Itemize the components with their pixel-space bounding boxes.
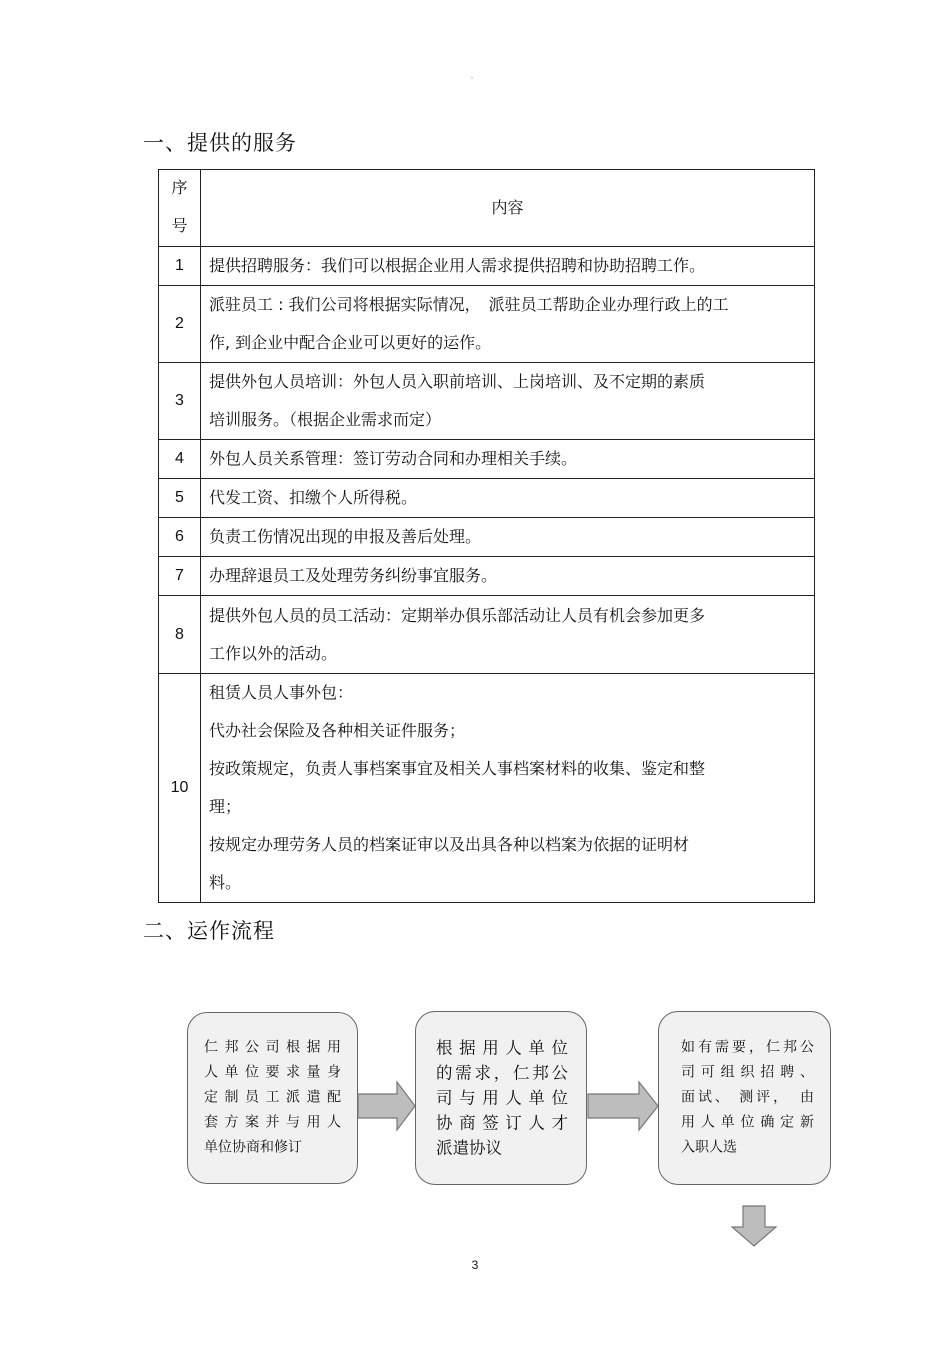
row-number: 5: [159, 479, 201, 518]
table-header-row: [159, 170, 815, 247]
section-title-services: 一、提供的服务: [143, 131, 297, 155]
row-number: 4: [159, 440, 201, 479]
header-content-cell: 内容: [201, 170, 815, 247]
flow-step-1-text: 仁邦公司根据用 人单位要求量身 定制员工派遣配 套方案并与用人 单位协商和修订: [204, 1039, 341, 1156]
header-num-cell: 序 号: [159, 170, 201, 247]
row-content: 派驻员工 : 我们公司将根据实际情况， 派驻员工帮助企业办理行政上的工 作, 到企业中配合企业可以更好的运作。: [201, 286, 815, 363]
table-row: [159, 440, 815, 479]
header-mark: 。: [470, 71, 478, 80]
flow-step-2-text: 根据用人单位 的需求，仁邦公 司与用人单位 协商签订人才 派遣协议: [436, 1038, 568, 1158]
flow-step-1: [187, 1012, 358, 1184]
row-content: 提供外包人员培训：外包人员入职前培训、上岗培训、及不定期的素质 培训服务。（根据企业需求而定）: [201, 363, 815, 440]
row-content: 办理辞退员工及处理劳务纠纷事宜服务。: [201, 557, 815, 596]
table-row: [159, 247, 815, 286]
row-content: 负责工伤情况出现的申报及善后处理。: [201, 518, 815, 557]
table-row: [159, 363, 815, 440]
arrow-right-icon: [357, 1080, 417, 1132]
services-table: [158, 169, 815, 903]
table-row: [159, 674, 815, 903]
flow-step-3: [658, 1011, 831, 1185]
row-number: 7: [159, 557, 201, 596]
page-number: 3: [471, 1258, 479, 1272]
row-content: 租赁人员人事外包： 代办社会保险及各种相关证件服务； 按政策规定，负责人事档案事宜及相关人事档案材料的收集、鉴定和整 理； 按规定办理劳务人员的档案证审以及出具各种以档案为依据的证明材 料。: [201, 674, 815, 903]
table-row: [159, 596, 815, 674]
section-title-process: 二、运作流程: [143, 919, 275, 943]
row-content: 外包人员关系管理：签订劳动合同和办理相关手续。: [201, 440, 815, 479]
row-content: 代发工资、扣缴个人所得税。: [201, 479, 815, 518]
row-number: 6: [159, 518, 201, 557]
table-row: [159, 557, 815, 596]
row-content: 提供招聘服务：我们可以根据企业用人需求提供招聘和协助招聘工作。: [201, 247, 815, 286]
table-row: [159, 286, 815, 363]
row-number: 2: [159, 286, 201, 363]
row-number: 1: [159, 247, 201, 286]
row-number: 10: [159, 674, 201, 903]
flow-step-2: [415, 1011, 587, 1185]
arrow-right-icon: [587, 1080, 660, 1132]
row-content: 提供外包人员的员工活动：定期举办俱乐部活动让人员有机会参加更多 工作以外的活动。: [201, 596, 815, 674]
arrow-down-icon: [731, 1205, 777, 1247]
table-row: [159, 518, 815, 557]
flow-step-3-text: 如有需要，仁邦公 司可组织招聘、 面试、 测评， 由 用人单位确定新 入职人选: [681, 1039, 814, 1156]
table-row: [159, 479, 815, 518]
row-number: 8: [159, 596, 201, 674]
row-number: 3: [159, 363, 201, 440]
